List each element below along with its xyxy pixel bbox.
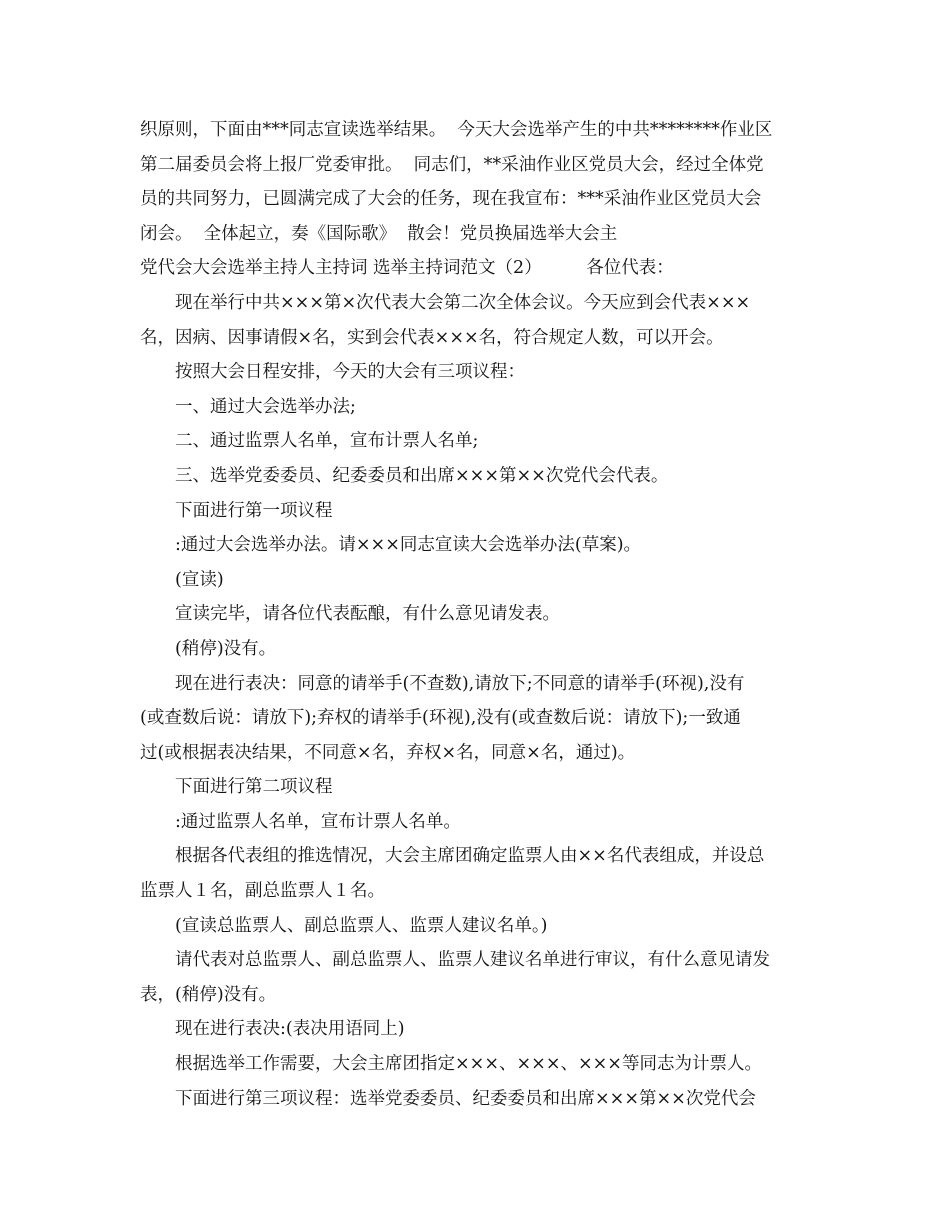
- text-line: 一、通过大会选举办法;: [175, 396, 356, 417]
- text-line: 下面进行第三项议程：选举党委委员、纪委委员和出席×××第××次党代会: [175, 1088, 756, 1109]
- text-line: 表，(稍停)没有。: [140, 984, 277, 1005]
- text-line: 根据选举工作需要，大会主席团指定×××、×××、×××等同志为计票人。: [175, 1054, 762, 1075]
- text-line: 请代表对总监票人、副总监票人、监票人建议名单进行审议，有什么意见请发: [175, 950, 770, 971]
- text-line: 织原则，下面由***同志宣读选举结果。 今天大会选举产生的中共********作业区: [140, 120, 773, 140]
- text-line: 第二届委员会将上报厂党委审批。 同志们，**采油作业区党员大会，经过全体党: [140, 154, 764, 175]
- text-line: 党代会大会选举主持人主持词 选举主持词范文（2） 各位代表：: [140, 258, 674, 279]
- text-line: 下面进行第二项议程: [175, 777, 333, 798]
- text-line: 员的共同努力，已圆满完成了大会的任务，现在我宣布：***采油作业区党员大会: [140, 189, 762, 210]
- text-line: 下面进行第一项议程: [175, 500, 333, 521]
- text-line: 现在进行表决：同意的请举手(不查数),请放下;不同意的请举手(环视),没有: [175, 673, 745, 694]
- text-line: (稍停)没有。: [175, 638, 277, 659]
- text-line: 现在进行表决:(表决用语同上): [175, 1019, 405, 1040]
- document-body-text: [140, 113, 830, 1116]
- text-line: 过(或根据表决结果，不同意×名，弃权×名，同意×名，通过)。: [140, 742, 636, 763]
- text-line: :通过监票人名单，宣布计票人名单。: [175, 811, 461, 832]
- text-line: 现在举行中共×××第×次代表大会第二次全体会议。今天应到会代表×××: [175, 292, 751, 313]
- text-line: 宣读完毕，请各位代表酝酿，有什么意见请发表。: [175, 604, 560, 625]
- text-line: 名，因病、因事请假×名，实到会代表×××名，符合规定人数，可以开会。: [140, 327, 724, 348]
- text-line: :通过大会选举办法。请×××同志宣读大会选举办法(草案)。: [175, 535, 642, 556]
- text-line: 闭会。 全体起立，奏《国际歌》 散会！党员换届选举大会主: [140, 223, 618, 244]
- text-line: (或查数后说：请放下);弃权的请举手(环视),没有(或查数后说：请放下);一致通: [140, 708, 741, 729]
- text-line: (宣读总监票人、副总监票人、监票人建议名单。): [175, 915, 548, 936]
- text-line: 监票人１名，副总监票人１名。: [140, 881, 385, 902]
- text-line: (宣读): [175, 569, 224, 590]
- text-line: 二、通过监票人名单，宣布计票人名单;: [175, 431, 479, 452]
- text-line: 根据各代表组的推选情况，大会主席团确定监票人由××名代表组成，并设总: [175, 846, 765, 867]
- text-line: 按照大会日程安排，今天的大会有三项议程：: [175, 362, 525, 383]
- text-line: 三、选举党委委员、纪委委员和出席×××第××次党代会代表。: [175, 465, 669, 486]
